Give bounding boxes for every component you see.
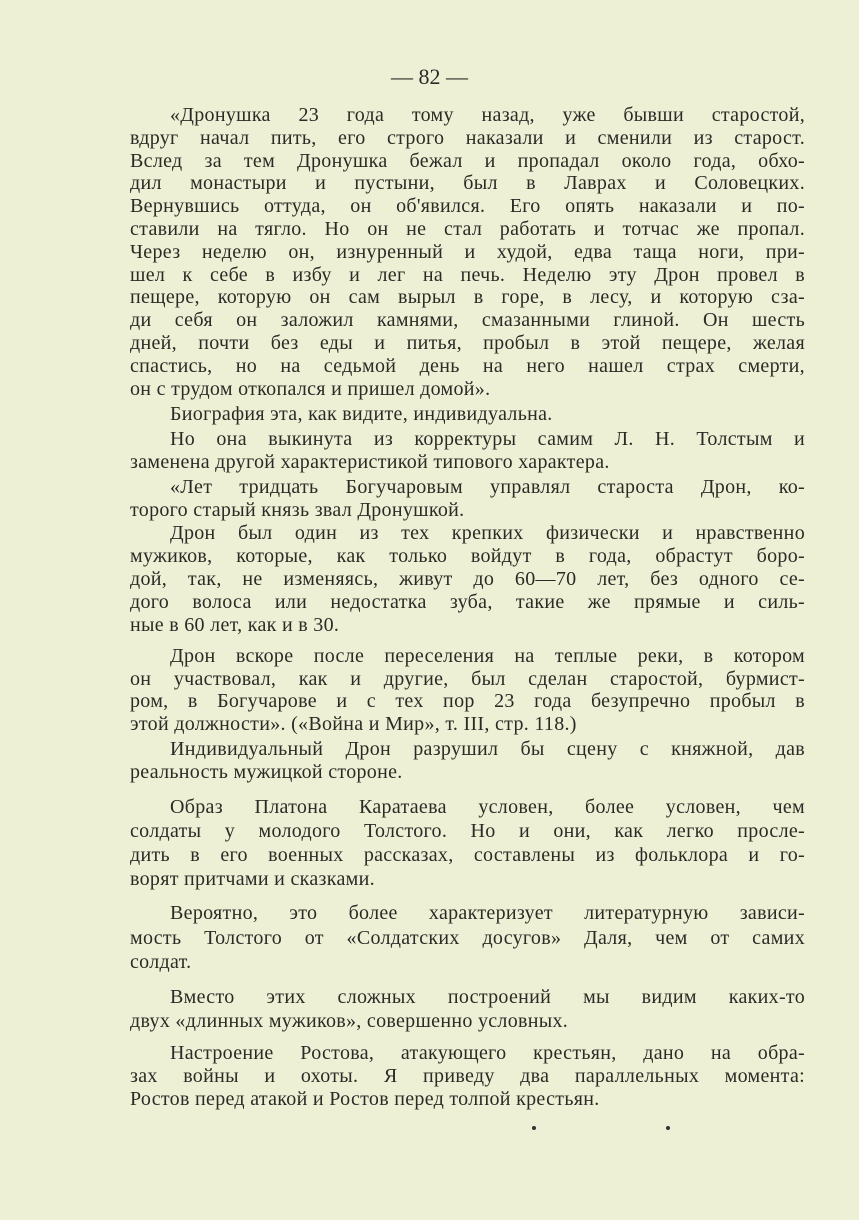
- text-line: Ростов перед атакой и Ростов перед толпой крестьян.: [130, 1088, 600, 1110]
- text-line: мость Толстого от «Солдатских досугов» Даля, чем от самих: [130, 926, 805, 949]
- paragraph: [130, 795, 805, 891]
- ink-speck: [666, 1126, 670, 1130]
- paragraph: [130, 901, 805, 975]
- text-line: двух «длинных мужиков», совершенно условных.: [130, 1010, 569, 1032]
- text-line: солдаты у молодого Толстого. Но и они, как легко просле-: [130, 820, 805, 842]
- page-number: — 82 —: [391, 64, 468, 89]
- text-line: Вероятно, это более характеризует литературную зависи-: [170, 902, 805, 924]
- text-line: дого волоса или недостатка зуба, такие же прямые и силь-: [130, 591, 805, 613]
- text-line: Вместо этих сложных построений мы видим каких-то: [170, 986, 805, 1008]
- paragraph: [130, 522, 805, 637]
- text-line: «Лет тридцать Богучаровым управлял староста Дрон, ко-: [170, 476, 805, 498]
- text-line: вдруг начал пить, его строго наказали и сменили из старост.: [130, 126, 805, 149]
- text-line: Биография эта, как видите, индивидуальна.: [170, 403, 553, 425]
- text-line: пещере, которую он сам вырыл в горе, в лесу, и которую сза-: [130, 286, 805, 309]
- text-line: Вернувшись оттуда, он об'явился. Его опять наказали и по-: [130, 195, 805, 218]
- paragraph: [130, 1042, 805, 1111]
- paragraph: [130, 985, 805, 1033]
- text-line: Образ Платона Каратаева условен, более условен, чем: [170, 796, 805, 818]
- text-line: дой, так, не изменяясь, живут до 60—70 лет, без одного се-: [130, 568, 805, 590]
- text-line: Через неделю он, изнуренный и худой, едва таща ноги, при-: [130, 240, 805, 263]
- text-line: зах войны и охоты. Я приведу два параллельных момента:: [130, 1065, 805, 1087]
- text-line: мужиков, которые, как только войдут в года, обрастут боро-: [130, 545, 805, 567]
- text-line: ворят притчами и сказками.: [130, 868, 375, 890]
- text-line: этой должности». («Война и Мир», т. III, стр. 118.): [130, 713, 577, 736]
- text-line: торого старый князь звал Дронушкой.: [130, 499, 465, 521]
- text-line: ставили на тягло. Но он не стал работать и тотчас же пропал.: [130, 217, 805, 240]
- text-line: дней, почти без еды и питья, пробыл в этой пещере, желая: [130, 331, 805, 354]
- text-line: заменена другой характеристикой типового характера.: [130, 451, 610, 473]
- text-line: Дрон вскоре после переселения на теплые реки, в котором: [170, 645, 805, 667]
- text-line: солдат.: [130, 951, 192, 973]
- paragraph: [130, 738, 805, 784]
- text-line: Индивидуальный Дрон разрушил бы сцену с княжной, дав: [170, 738, 805, 760]
- text-line: спастись, но на седьмой день на него нашел страх смерти,: [130, 354, 805, 377]
- text-line: шел к себе в избу и лег на печь. Неделю эту Дрон провел в: [130, 263, 805, 286]
- text-line: Но она выкинута из корректуры самим Л. Н. Толстым и: [170, 428, 805, 450]
- paragraph: [130, 645, 805, 736]
- text-line: Вслед за тем Дронушка бежал и пропадал около года, обхо-: [130, 149, 805, 172]
- text-line: ди себя он заложил камнями, смазанными глиной. Он шесть: [130, 309, 805, 332]
- paragraph: [130, 403, 805, 426]
- text-line: он участвовал, как и другие, был сделан старостой, бурмист-: [130, 667, 805, 690]
- text-line: ные в 60 лет, как и в 30.: [130, 614, 340, 636]
- text-line: «Дронушка 23 года тому назад, уже бывши старостой,: [170, 104, 805, 126]
- ink-speck: [532, 1126, 536, 1130]
- text-line: дить в его военных рассказах, составлены из фольклора и го-: [130, 844, 805, 866]
- text-line: Дрон был один из тех крепких физически и нравственно: [170, 522, 805, 544]
- text-line: Настроение Ростова, атакующего крестьян, дано на обра-: [170, 1042, 805, 1064]
- paragraph: [130, 428, 805, 474]
- text-line: ром, в Богучарове и с тех пор 23 года безупречно пробыл в: [130, 690, 805, 713]
- text-line: он с трудом откопался и пришел домой».: [130, 377, 491, 400]
- text-line: дил монастыри и пустыни, был в Лаврах и Соловецких.: [130, 172, 805, 195]
- paragraph: [130, 104, 805, 400]
- text-line: реальность мужицкой стороне.: [130, 761, 403, 783]
- paragraph: [130, 476, 805, 522]
